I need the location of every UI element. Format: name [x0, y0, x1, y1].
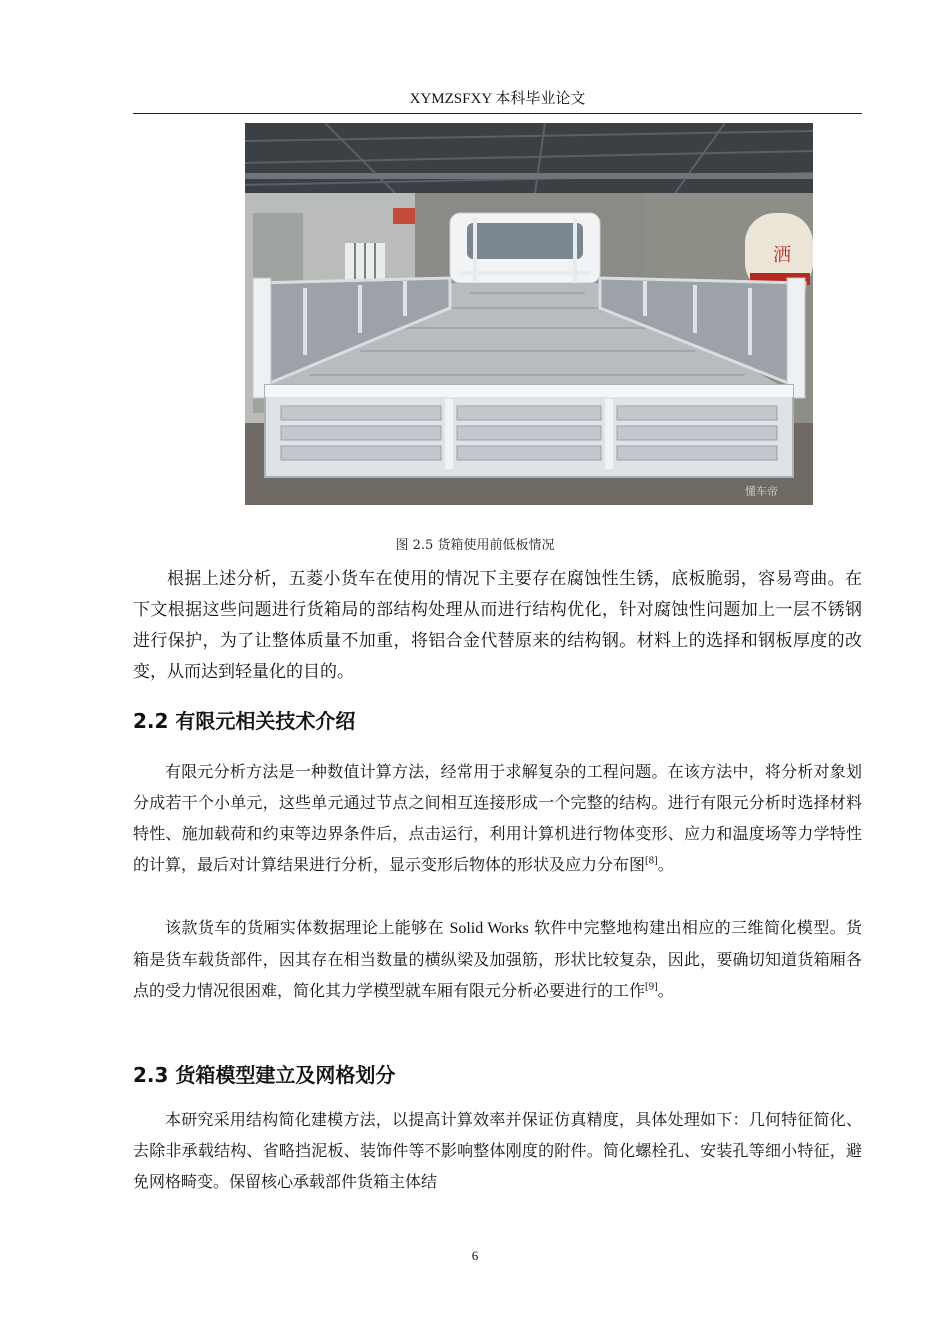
- citation-8: [8]: [645, 856, 658, 867]
- paragraph-2-end: 。: [657, 855, 674, 874]
- section-heading-2-2: 2.2 有限元相关技术介绍: [133, 709, 356, 733]
- paragraph-3-text-b: 软件中完整地构建出相应的三维简化模型。货箱是货车载货部件，因其存在相当数量的横纵梁及加强筋，形状比较复杂，因此，要确切知道货箱厢各点的受力情况很困难，简化其力学模型就车厢有限元分析必要进行的工作: [133, 918, 863, 1000]
- paragraph-3-text-a: 该款货车的货厢实体数据理论上能够在: [165, 918, 450, 937]
- watermark-text: 懂车帝: [745, 485, 778, 498]
- body-paragraph-3: [133, 912, 862, 1006]
- truck-photo-illustration: [245, 123, 813, 505]
- paragraph-3-end: 。: [657, 981, 674, 1000]
- body-paragraph-1: 根据上述分析，五菱小货车在使用的情况下主要存在腐蚀性生锈，底板脆弱，容易弯曲。在下文根据这些问题进行货箱局的部结构处理从而进行结构优化，针对腐蚀性问题加上一层不锈钢进行保护，为了让整体质量不加重，将铝合金代替原来的结构钢。材料上的选择和钢板厚度的改变，从而达到轻量化的目的。: [133, 569, 862, 682]
- running-header: XYMZSFXY 本科毕业论文: [133, 86, 862, 114]
- sign-text: 洒: [773, 245, 791, 266]
- body-paragraph-4: 本研究采用结构简化建模方法，以提高计算效率并保证仿真精度，具体处理如下：几何特征简化、去除非承载结构、省略挡泥板、装饰件等不影响整体刚度的附件。简化螺栓孔、安装孔等细小特征，避免网格畸变。保留核心承载部件货箱主体结: [133, 1110, 862, 1191]
- paragraph-2-text: 有限元分析方法是一种数值计算方法，经常用于求解复杂的工程问题。在该方法中，将分析对象划分成若干个小单元，这些单元通过节点之间相互连接形成一个完整的结构。进行有限元分析时选择材料特性、施加载荷和约束等边界条件后，点击运行，利用计算机进行物体变形、应力和温度场等力学特性的计算，最后对计算结果进行分析，显示变形后物体的形状及应力分布图: [133, 762, 862, 874]
- body-paragraph-2: [133, 756, 862, 880]
- section-heading-2-3: 2.3 货箱模型建立及网格划分: [133, 1063, 396, 1087]
- figure-caption: 图 2.5 货箱使用前低板情况: [395, 538, 555, 553]
- truck-cargo-bed-photo: [245, 123, 813, 505]
- citation-9: [9]: [645, 982, 658, 993]
- software-name: Solid Works: [449, 920, 529, 937]
- page-number: 6: [471, 1248, 479, 1263]
